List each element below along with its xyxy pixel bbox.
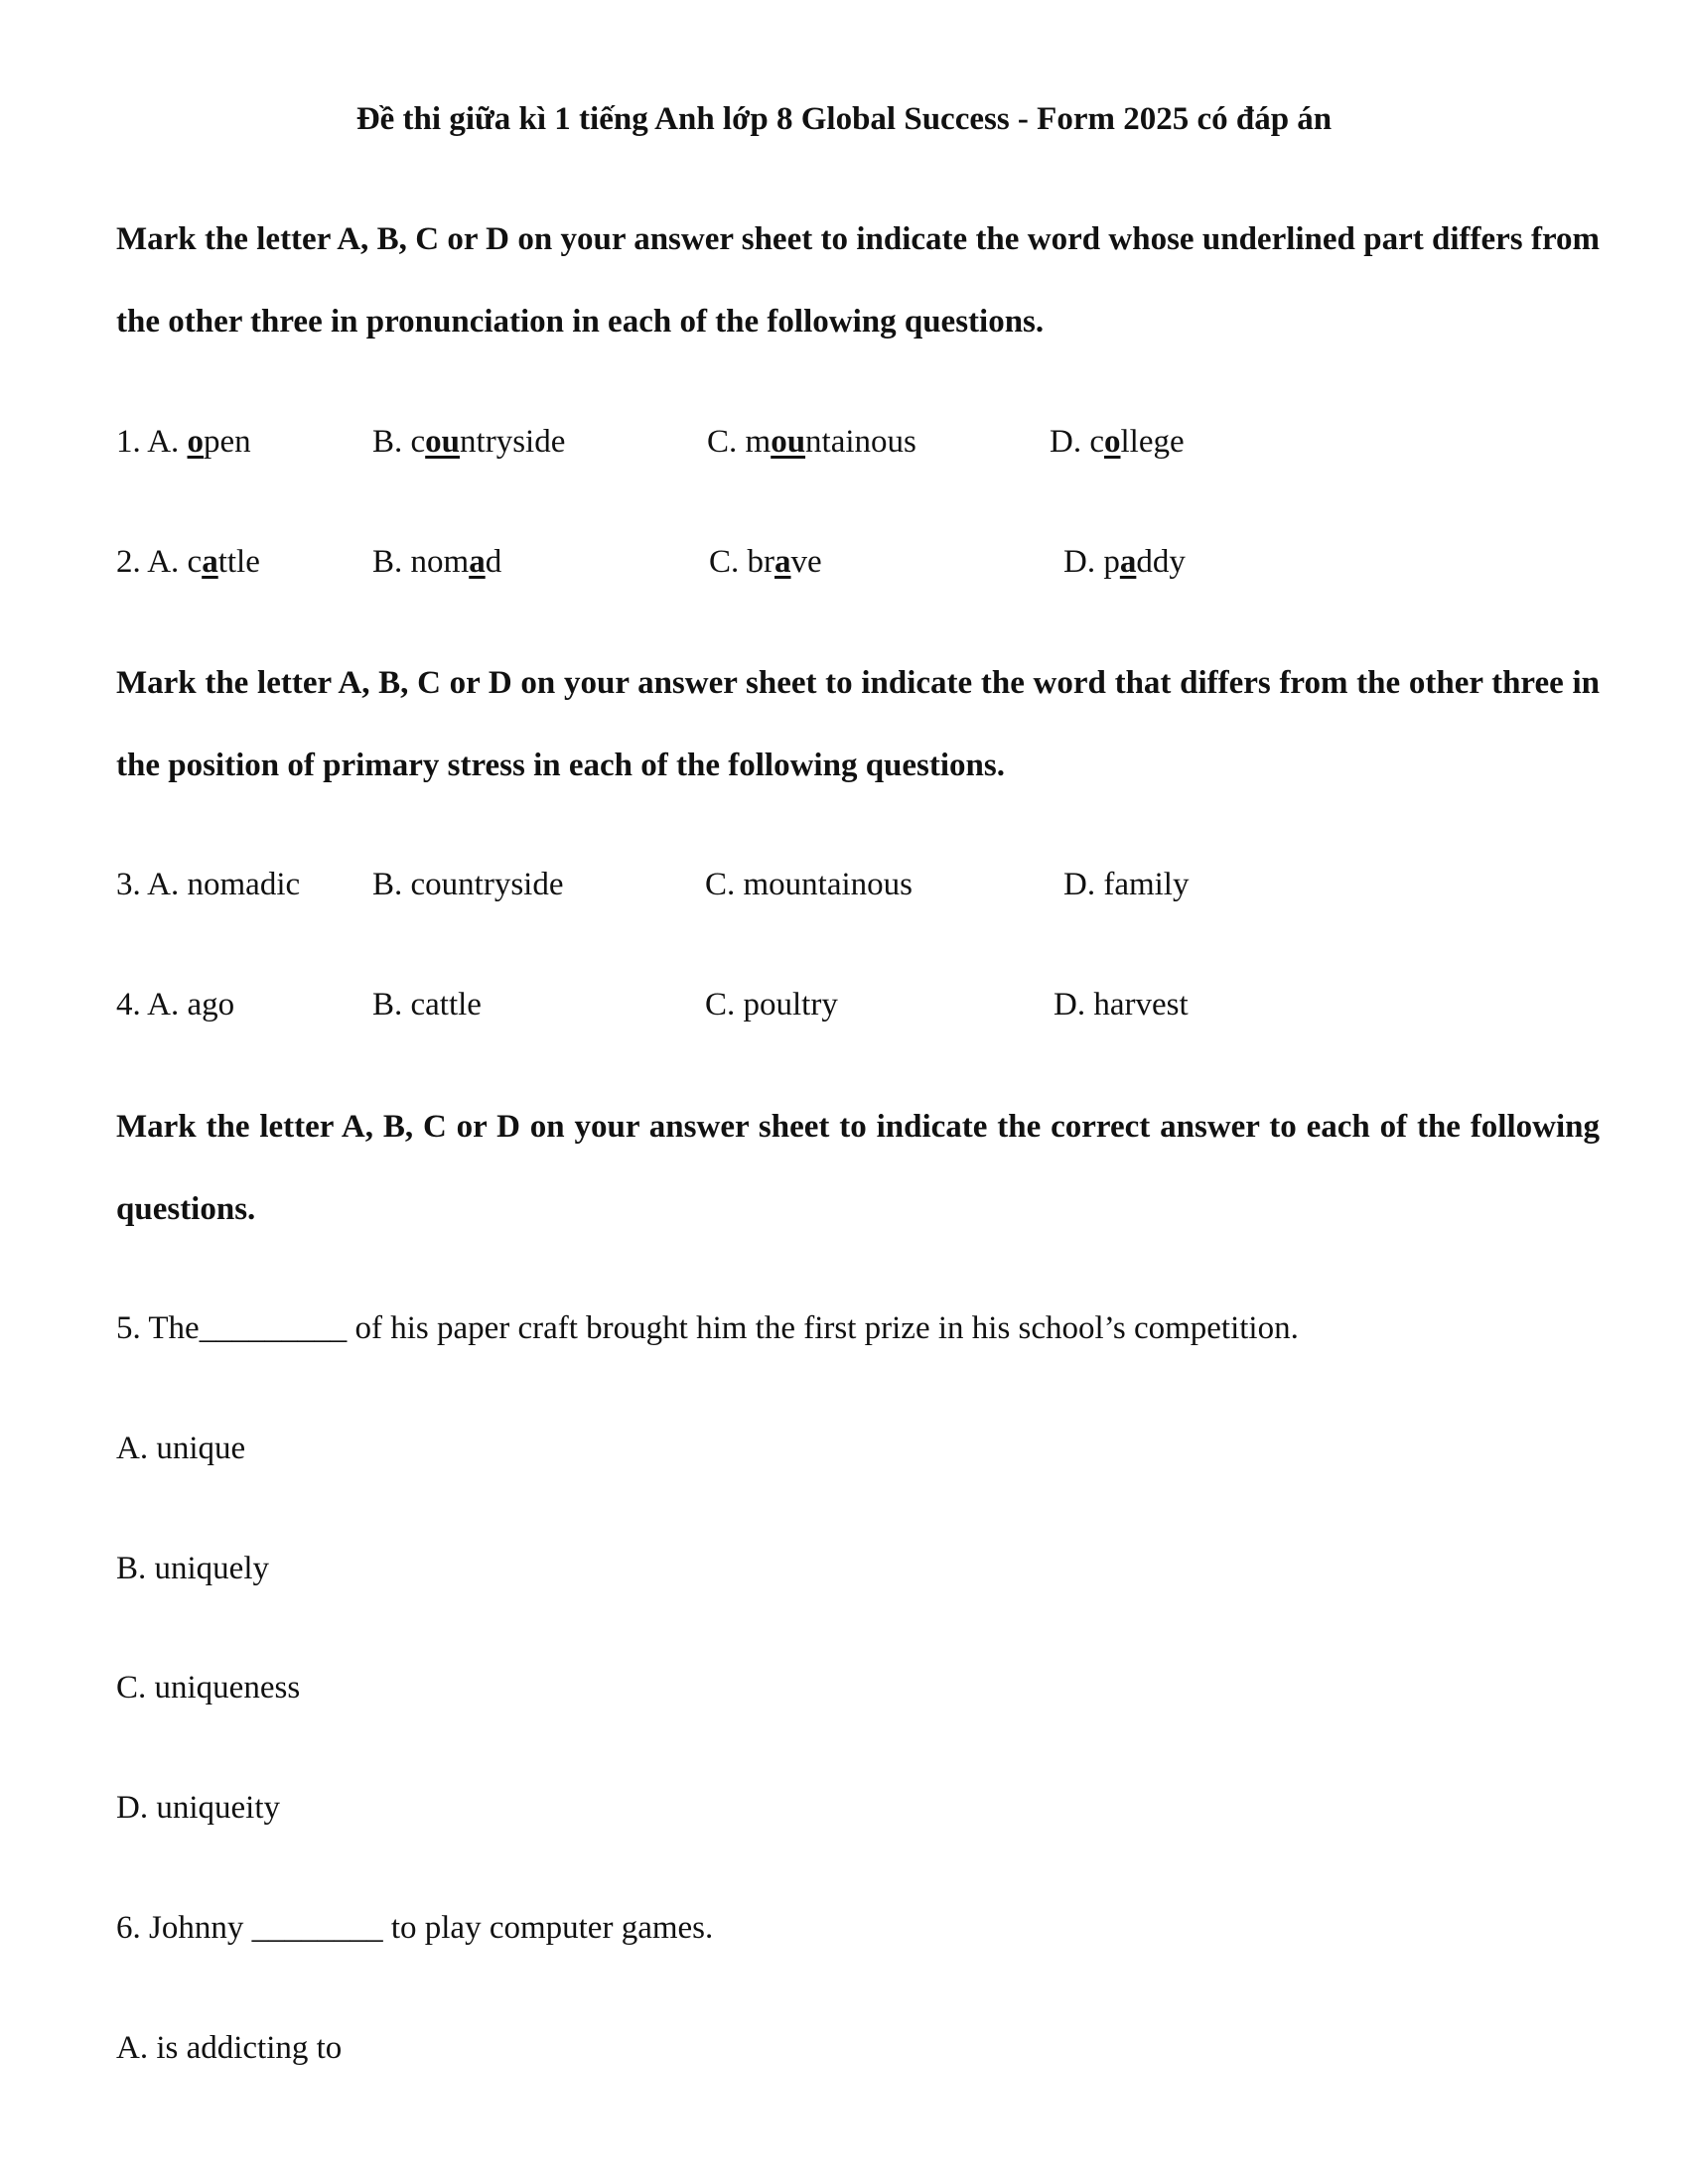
q4-option-b: B. cattle: [372, 987, 482, 1023]
q6-option-a: A. is addicting to: [116, 2030, 343, 2066]
question-3: [0, 865, 1688, 904]
q2-option-b: B. nomad: [372, 544, 502, 580]
q1-option-d: D. college: [1050, 424, 1185, 460]
q3-option-a: 3. A. nomadic: [116, 867, 301, 902]
q5-option-d: D. uniqueity: [116, 1790, 280, 1826]
section-2-instruction: Mark the letter A, B, C or D on your answer sheet to indicate the word that differs from the other three in the position of primary stress in each of the following questions.: [116, 665, 1600, 783]
section-3-instruction: Mark the letter A, B, C or D on your answer sheet to indicate the correct answer to each of the following questions.: [116, 1109, 1600, 1227]
q3-option-d: D. family: [1063, 867, 1190, 902]
q5-option-c: C. uniqueness: [116, 1670, 301, 1706]
q4-option-d: D. harvest: [1054, 987, 1189, 1023]
q1-option-b: B. countryside: [372, 424, 566, 460]
q2-option-c: C. brave: [709, 544, 822, 580]
question-2: [0, 542, 1688, 582]
page-title: Đề thi giữa kì 1 tiếng Anh lớp 8 Global Success - Form 2025 có đáp án: [355, 101, 1333, 137]
question-5-stem: 5. The_________ of his paper craft brought him the first prize in his school’s competition.: [116, 1310, 1299, 1346]
question-4: [0, 985, 1688, 1024]
q2-option-d: D. paddy: [1063, 544, 1186, 580]
question-1: [0, 422, 1688, 462]
q2-option-a: 2. A. cattle: [116, 544, 260, 580]
q3-option-c: C. mountainous: [705, 867, 914, 902]
q5-option-b: B. uniquely: [116, 1551, 269, 1586]
q5-option-a: A. unique: [116, 1431, 246, 1466]
q4-option-a: 4. A. ago: [116, 987, 235, 1023]
q4-option-c: C. poultry: [705, 987, 838, 1023]
section-1-instruction: Mark the letter A, B, C or D on your answer sheet to indicate the word whose underlined part differs from the other three in pronunciation in each of the following questions.: [116, 221, 1600, 340]
q3-option-b: B. countryside: [372, 867, 564, 902]
q1-option-a: 1. A. open: [116, 424, 251, 460]
q1-option-c: C. mountainous: [707, 424, 916, 460]
question-6-stem: 6. Johnny ________ to play computer games.: [116, 1910, 714, 1946]
